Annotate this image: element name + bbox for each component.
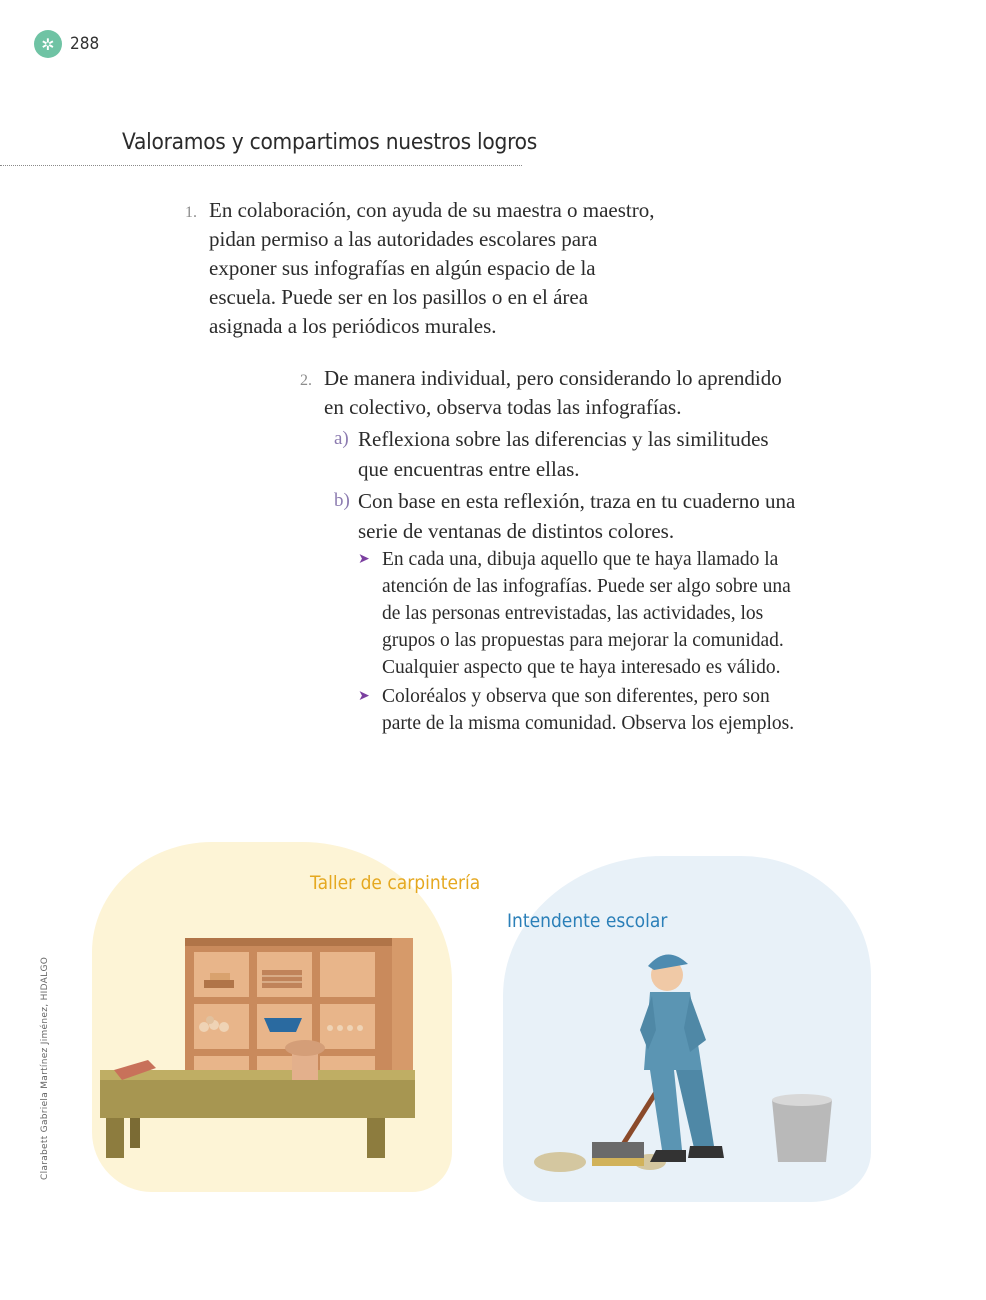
sub-item-a [334,424,800,484]
carpentry-caption: Taller de carpintería [310,872,481,894]
triangle-bullet-icon: ➤ [358,689,370,704]
sub-item-letter: a) [334,428,349,449]
illustration-credit: Clarabett Gabriela Martínez Jiménez, HIDALGO [40,956,50,1180]
sub-item-letter: b) [334,490,350,511]
triangle-bullet-icon: ➤ [358,552,370,567]
section-title: Valoramos y compartimos nuestros logros [122,130,538,155]
page-number [34,30,99,58]
carpentry-workshop-illustration [92,930,432,1170]
item-number: 1. [185,204,197,221]
bullet-list [358,546,800,737]
janitor-illustration [530,940,860,1180]
item-text: De manera individual, pero considerando lo aprendido en colectivo, observa todas las infografías. [324,366,782,419]
bullet-item: ➤ Coloréalos y observa que son diferentes, pero son parte de la misma comunidad. Observa los ejemplos. [358,683,800,737]
instruction-item-1 [185,196,665,341]
janitor-caption: Intendente escolar [507,910,668,932]
sub-item-text: Reflexiona sobre las diferencias y las similitudes que encuentras entre ellas. [358,427,769,481]
bullet-item: ➤ En cada una, dibuja aquello que te haya llamado la atención de las infografías. Puede ser algo sobre una de las personas entrevistadas, las actividades, los grupos o las propuestas para mejorar la comunidad. Cualquier aspecto que te haya interesado es válido. [358,546,800,681]
instruction-item-2 [300,364,800,739]
page-number-text: 288 [70,34,100,54]
item-text: En colaboración, con ayuda de su maestra o maestro, pidan permiso a las autoridades escolares para exponer sus infografías en algún espacio de la escuela. Puede ser en los pasillos o en el área asignada a los periódicos murales. [209,198,655,338]
gear-flower-icon: ✲ [34,30,62,58]
title-divider [0,165,522,166]
item-number: 2. [300,372,312,389]
sub-item-text: Con base en esta reflexión, traza en tu cuaderno una serie de ventanas de distintos colores. [358,489,796,543]
sub-item-b [334,486,800,737]
